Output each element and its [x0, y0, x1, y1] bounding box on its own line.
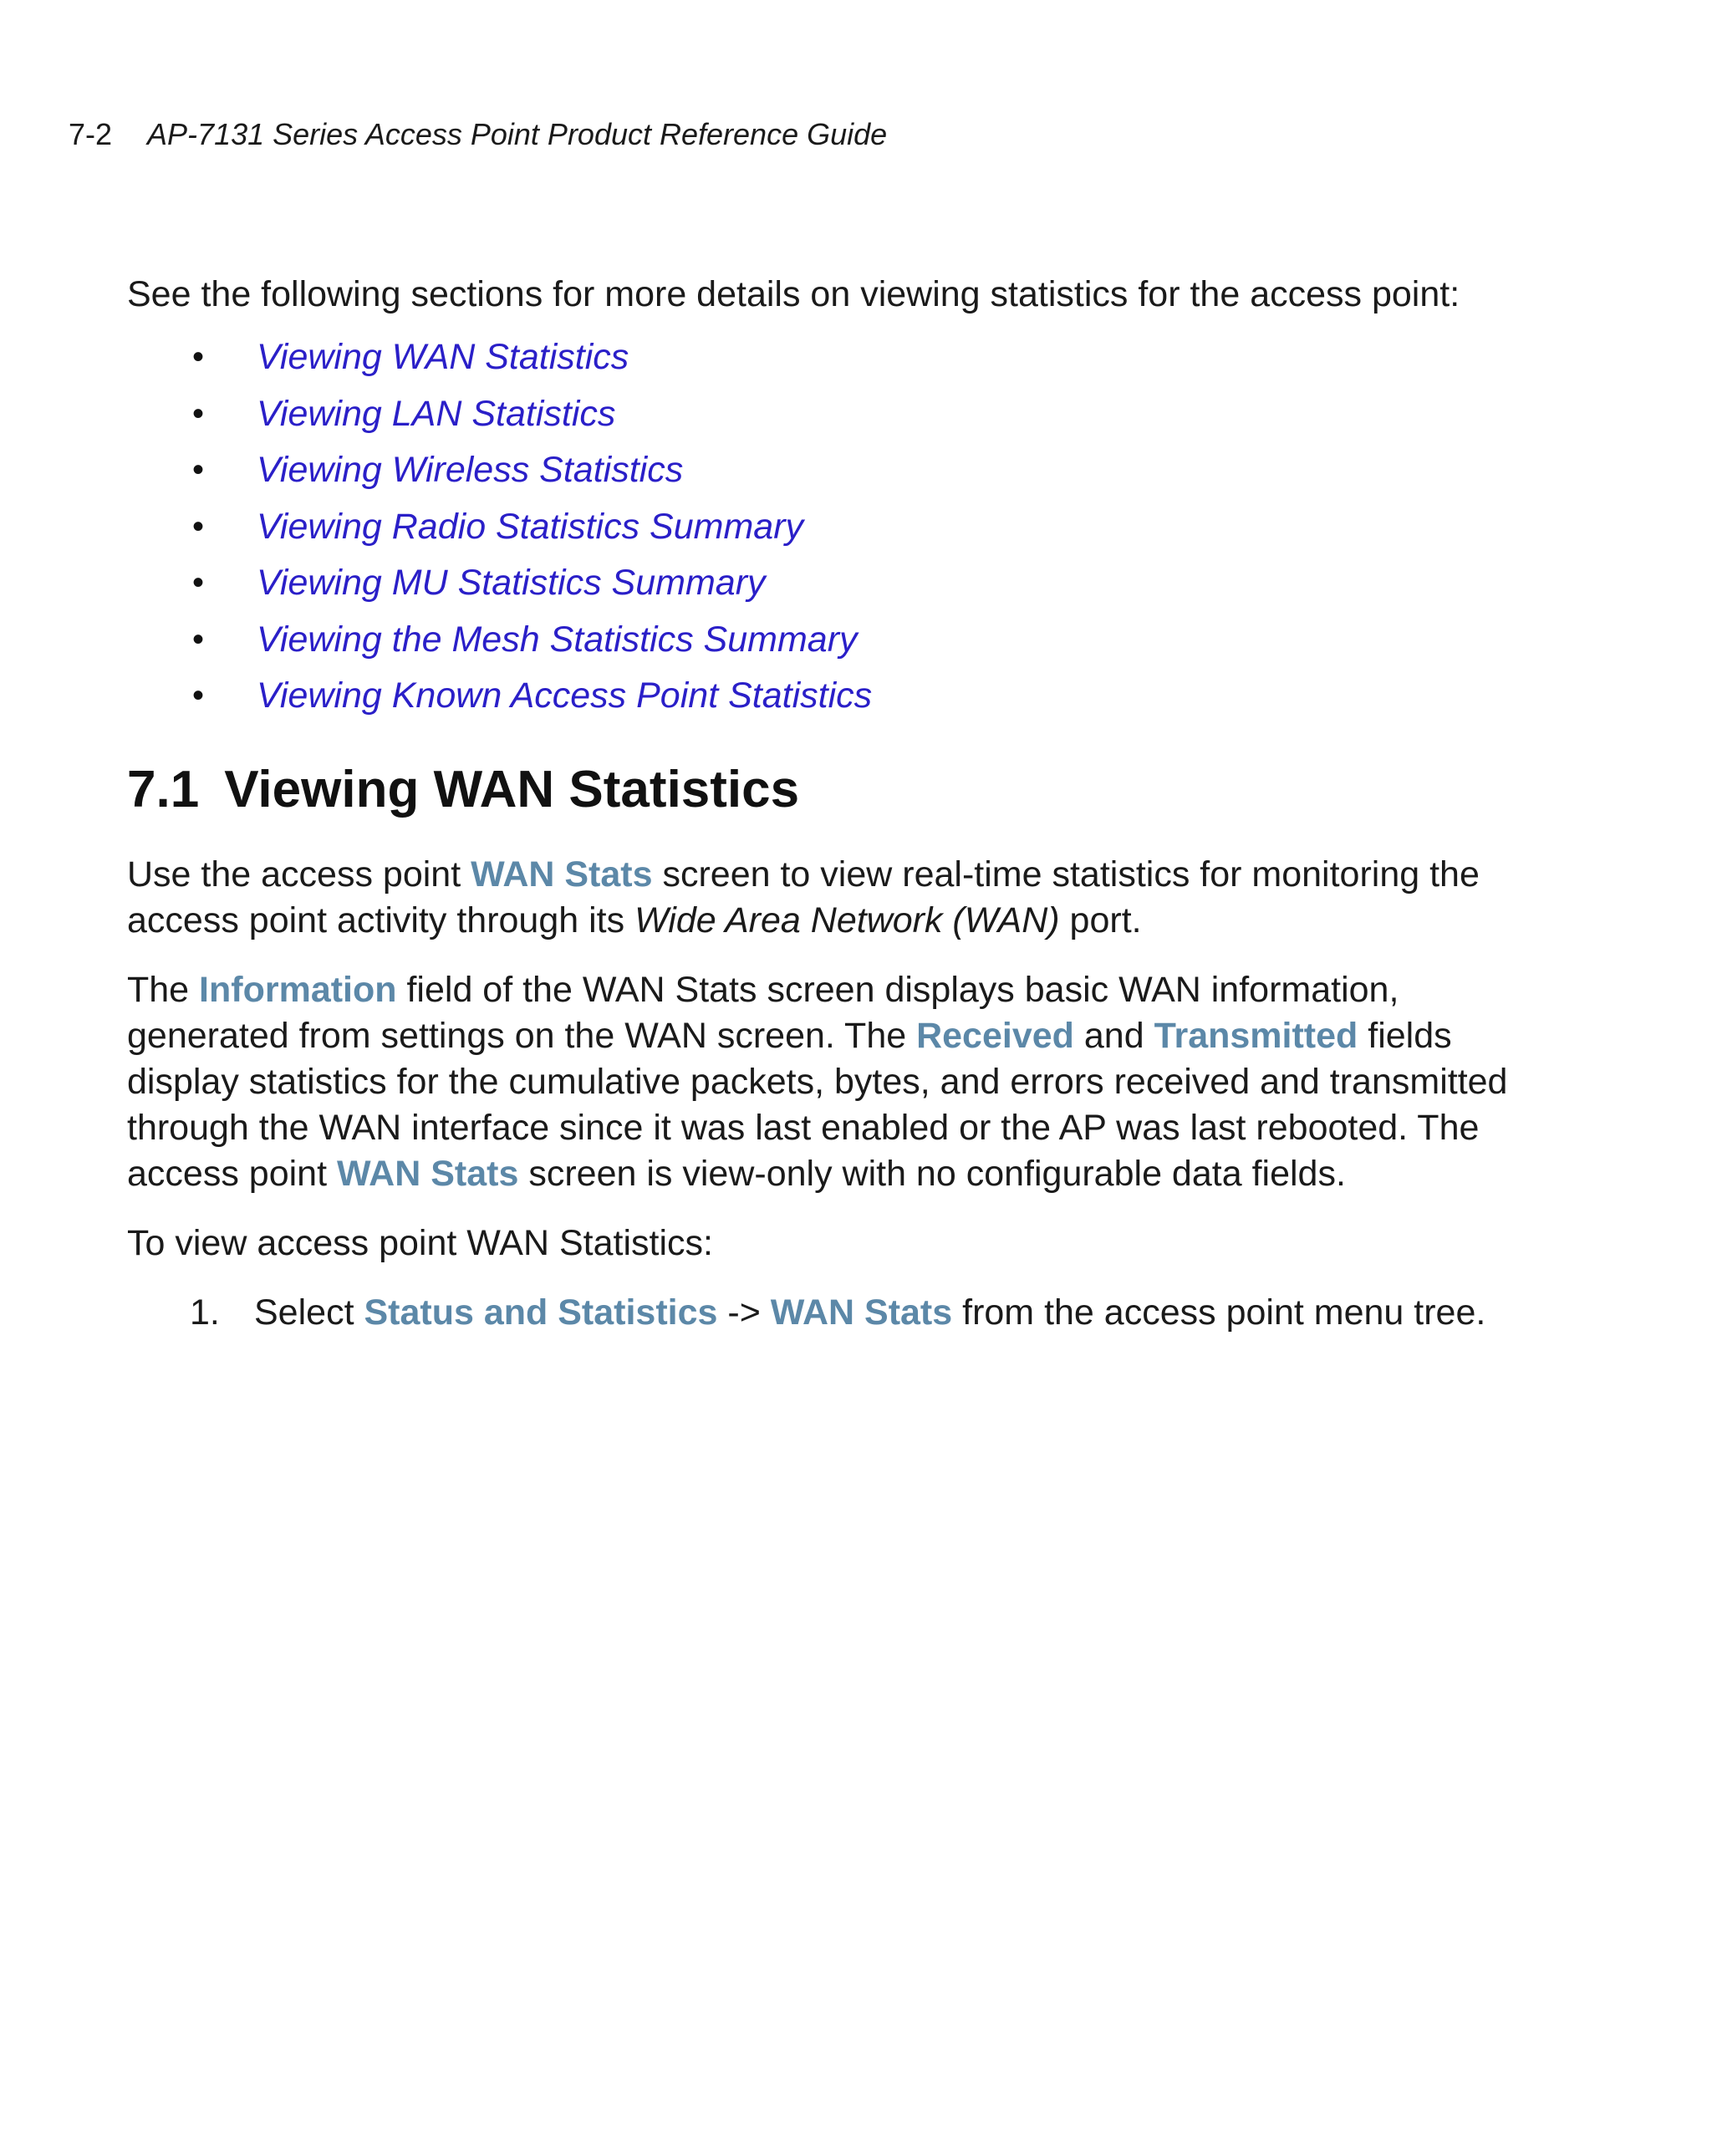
text-run: The	[127, 969, 200, 1010]
text-run: port.	[1059, 900, 1142, 940]
ui-term-transmitted: Transmitted	[1154, 1015, 1358, 1056]
ui-term-wan-stats: WAN Stats	[336, 1153, 519, 1194]
section-title: Viewing WAN Statistics	[224, 760, 800, 818]
text-run: Select	[254, 1292, 364, 1333]
section-heading	[127, 757, 1531, 823]
bullet-icon: •	[192, 564, 205, 601]
bullet-icon: •	[192, 507, 205, 545]
intro-paragraph: See the following sections for more details on viewing statistics for the access point:	[127, 274, 1460, 314]
bullet-icon: •	[192, 451, 205, 488]
text-run: fields display statistics for the cumulative packets, bytes, and errors received and transmitted through the WAN interface since it was last enabled or the AP was last rebooted. The access point	[127, 1015, 1508, 1194]
text-run: field of the WAN Stats screen displays basic WAN information, generated from settings on the WAN screen. The	[127, 969, 1399, 1056]
link-viewing-mesh-statistics-summary[interactable]: Viewing the Mesh Statistics Summary	[257, 619, 858, 660]
link-viewing-wan-statistics[interactable]: Viewing WAN Statistics	[257, 337, 629, 377]
section-number: 7.1	[127, 760, 200, 818]
step-number: 1.	[190, 1292, 220, 1333]
instruction-lead: To view access point WAN Statistics:	[127, 1222, 713, 1263]
list-item	[127, 386, 1531, 443]
page-content	[127, 272, 1531, 1336]
link-viewing-mu-statistics-summary[interactable]: Viewing MU Statistics Summary	[257, 563, 766, 603]
list-item	[127, 668, 1531, 725]
text-run: ->	[717, 1292, 771, 1333]
list-item	[127, 442, 1531, 499]
link-viewing-wireless-statistics[interactable]: Viewing Wireless Statistics	[257, 450, 684, 490]
list-item	[127, 612, 1531, 669]
list-item	[127, 555, 1531, 612]
text-run: from the access point menu tree.	[952, 1292, 1486, 1333]
text-run: and	[1073, 1015, 1154, 1056]
ui-term-wan-stats: WAN Stats	[471, 854, 653, 895]
running-header	[69, 117, 887, 152]
body-paragraph-wan-stats	[127, 852, 1531, 944]
text-run: screen to view real-time statistics for monitoring the access point activity through its	[127, 854, 1480, 940]
emphasis-wan: Wide Area Network (WAN)	[634, 900, 1060, 940]
page-number: 7-2	[69, 117, 113, 151]
ui-term-status-and-statistics: Status and Statistics	[364, 1292, 718, 1333]
body-paragraph-fields	[127, 967, 1531, 1197]
bullet-icon: •	[192, 339, 205, 375]
bullet-icon: •	[192, 677, 205, 714]
list-item	[127, 499, 1531, 556]
text-run: Use the access point	[127, 854, 471, 895]
bullet-icon: •	[192, 395, 205, 432]
link-viewing-radio-statistics-summary[interactable]: Viewing Radio Statistics Summary	[257, 506, 804, 547]
link-viewing-known-ap-statistics[interactable]: Viewing Known Access Point Statistics	[257, 675, 873, 716]
section-link-list	[127, 329, 1531, 725]
guide-title: AP-7131 Series Access Point Product Reference Guide	[147, 117, 888, 151]
ui-term-information: Information	[199, 969, 397, 1010]
link-viewing-lan-statistics[interactable]: Viewing LAN Statistics	[257, 393, 616, 434]
text-run: screen is view-only with no configurable data fields.	[518, 1153, 1346, 1194]
bullet-icon: •	[192, 620, 205, 658]
list-item	[127, 329, 1531, 386]
step-1	[127, 1290, 1531, 1336]
ui-term-received: Received	[916, 1015, 1074, 1056]
ui-term-wan-stats: WAN Stats	[770, 1292, 953, 1333]
